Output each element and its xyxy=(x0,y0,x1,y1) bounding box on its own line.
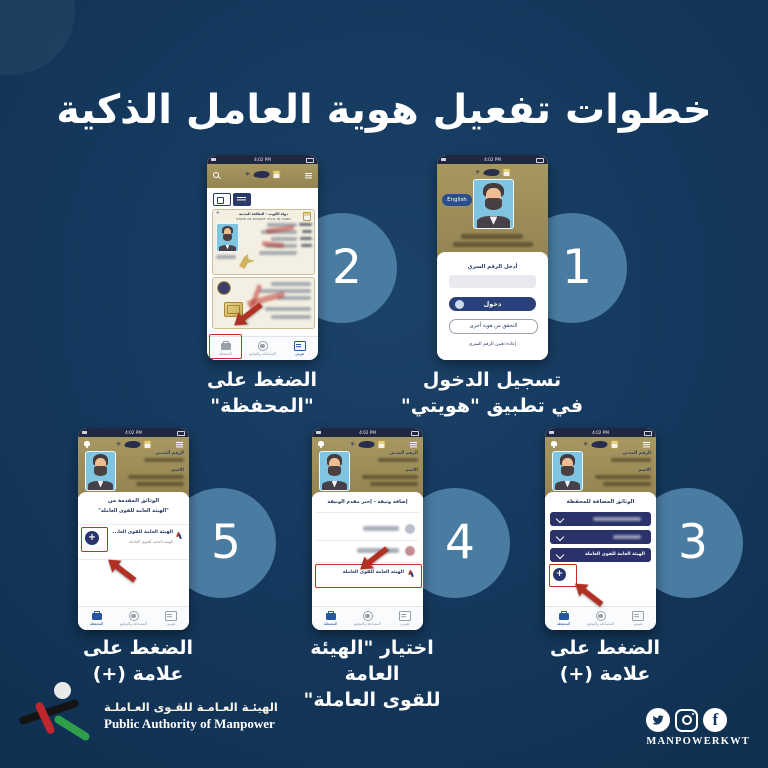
step-caption: الضغط على "المحفظة" xyxy=(206,369,317,417)
clock-text: 4:02 PM xyxy=(484,156,501,162)
wallet-icon xyxy=(559,613,569,620)
step-number: 5 xyxy=(211,515,241,570)
status-bar xyxy=(207,155,318,164)
status-bar xyxy=(78,428,189,437)
chevron-down-icon xyxy=(556,533,564,541)
login-badge-icon xyxy=(455,300,464,309)
phone-wallet-screen xyxy=(545,428,656,630)
manpower-logo xyxy=(16,682,100,756)
card-title-ar: دولة الكويت - البطاقة المدنية xyxy=(239,211,288,216)
stamp-icon xyxy=(217,281,231,295)
status-bar xyxy=(437,155,548,164)
civil-id-card-front[interactable] xyxy=(212,209,315,275)
org-name-arabic: الهيئـة العـامـة للقـوى العـاملـة xyxy=(104,700,278,714)
highlight-box xyxy=(209,334,242,359)
step-number: 4 xyxy=(445,515,475,570)
provider-docs-heading-2: "الهيئة العامة للقوى العاملة" xyxy=(98,508,169,514)
clock-text: 4:02 PM xyxy=(254,156,271,162)
id-card-icon xyxy=(632,611,644,621)
gear-emblem-icon: ✳ xyxy=(244,170,251,178)
login-panel xyxy=(437,252,548,360)
social-links xyxy=(646,708,750,747)
provider-docs-heading-1: الوثائق المقدمة من xyxy=(107,498,160,504)
gear-emblem-icon: ✳ xyxy=(582,440,589,448)
phone-cards-screen xyxy=(207,155,318,360)
bottom-nav xyxy=(312,606,423,630)
menu-icon[interactable] xyxy=(643,442,650,443)
social-handle: MANPOWERKWT xyxy=(646,736,750,747)
pin-label: أدخل الرقم السري xyxy=(467,264,518,270)
tab-wallet[interactable]: المحفظة xyxy=(78,607,115,630)
gear-emblem-icon: ✳ xyxy=(115,440,122,448)
provider-logo xyxy=(405,524,415,534)
clock-text: 4:02 PM xyxy=(592,429,609,435)
gear-emblem-icon: ✳ xyxy=(474,168,481,176)
highlight-box xyxy=(81,527,108,552)
tab-wallet[interactable]: المحفظة xyxy=(312,607,349,630)
tab-wallet[interactable]: المحفظة xyxy=(207,337,244,360)
menu-icon[interactable] xyxy=(305,173,312,174)
wallet-doc-row-manpower[interactable]: الهيئة العامة للقوى العاملة xyxy=(550,548,651,562)
tab-auth-sign[interactable]: المصادقة والتوقيع xyxy=(244,337,281,360)
battery-icon xyxy=(644,431,652,436)
wallet-icon xyxy=(326,613,336,620)
language-button[interactable]: English xyxy=(442,194,472,206)
user-avatar xyxy=(473,179,514,229)
logo-green-ribbon xyxy=(53,714,91,742)
document-title: الهيئة العامة للقوى العا... xyxy=(112,530,173,535)
signal-icon xyxy=(82,431,87,434)
provider-row[interactable] xyxy=(316,518,419,541)
wallet-doc-row[interactable] xyxy=(550,530,651,544)
bell-icon[interactable] xyxy=(551,441,557,446)
card-title-en: STATE OF KUWAIT CIVIL ID CARD xyxy=(236,216,291,221)
org-name-english: Public Authority of Manpower xyxy=(104,716,275,731)
signal-icon xyxy=(316,431,321,434)
kuwait-emblems xyxy=(350,440,385,449)
tab-my-id[interactable]: هويتي xyxy=(386,607,423,630)
step-caption: الضغط على علامة (+) xyxy=(549,637,660,685)
kuwait-calligraphy-logo xyxy=(591,441,607,448)
list-view-toggle[interactable] xyxy=(233,193,251,206)
page-title: خطوات تفعيل هوية العامل الذكية xyxy=(56,86,712,133)
battery-icon xyxy=(411,431,419,436)
auth-icon xyxy=(258,341,268,351)
login-button[interactable]: دخول xyxy=(449,297,536,311)
phone-add-document-screen xyxy=(312,428,423,630)
battery-icon xyxy=(536,158,544,163)
pin-input[interactable] xyxy=(449,275,536,288)
user-avatar xyxy=(319,451,350,491)
tab-my-id[interactable]: هويتي xyxy=(619,607,656,630)
menu-icon[interactable] xyxy=(410,442,417,443)
add-document-button[interactable]: + xyxy=(553,568,566,581)
user-avatar xyxy=(552,451,583,491)
facebook-icon[interactable]: f xyxy=(703,708,727,732)
app-header xyxy=(545,437,656,497)
step-number: 1 xyxy=(562,240,592,295)
redacted-name-en xyxy=(453,242,533,247)
bottom-nav xyxy=(78,606,189,630)
phone-login-screen xyxy=(437,155,548,360)
app-header xyxy=(207,164,318,188)
civil-number-label: الرقم المدني xyxy=(622,451,651,456)
provider-row-manpower[interactable]: الهيئة العامة للقوى العاملة xyxy=(342,570,404,575)
kuwait-emblems xyxy=(583,440,618,449)
step-number: 2 xyxy=(332,240,362,295)
status-bar xyxy=(312,428,423,437)
chevron-down-icon xyxy=(556,515,564,523)
step-caption: اختيار "الهيئة العامة للقوى العاملة" xyxy=(303,637,441,711)
kuwait-calligraphy-logo xyxy=(124,441,140,448)
civil-id-card-back[interactable] xyxy=(212,277,315,329)
wallet-heading: الوثائق المضافة للمحفظة xyxy=(566,499,635,505)
user-avatar xyxy=(85,451,116,491)
kuwait-calligraphy-logo xyxy=(358,441,374,448)
signal-icon xyxy=(441,158,446,161)
tab-auth-sign[interactable]: المصادقة والتوقيع xyxy=(115,607,152,630)
name-label: الاسم xyxy=(171,468,184,473)
card-photo xyxy=(216,223,239,252)
auth-icon xyxy=(596,611,606,621)
add-doc-heading: إضافة وثيقة - إختر مقدم الوثيقة xyxy=(327,499,408,505)
tab-wallet[interactable]: المحفظة xyxy=(545,607,582,630)
provider-logo xyxy=(405,546,415,556)
battery-icon xyxy=(177,431,185,436)
phone-provider-docs-screen xyxy=(78,428,189,630)
status-bar xyxy=(545,428,656,437)
name-label: الاسم xyxy=(405,468,418,473)
decorative-circle xyxy=(0,0,75,75)
divider xyxy=(316,512,419,513)
wallet-doc-row[interactable] xyxy=(550,512,651,526)
document-subtitle: الهيئة العامة للقوى العاملة xyxy=(128,539,173,544)
bottom-nav xyxy=(545,606,656,630)
gold-falcon-watermark xyxy=(239,254,255,269)
kuwait-crest-icon xyxy=(502,168,510,177)
signal-icon xyxy=(211,158,216,161)
clock-text: 4:02 PM xyxy=(359,429,376,435)
gear-emblem-icon: ✳ xyxy=(349,440,356,448)
clock-text: 4:02 PM xyxy=(125,429,142,435)
kuwait-emblems xyxy=(245,170,280,179)
auth-icon xyxy=(363,611,373,621)
civil-number-label: الرقم المدني xyxy=(155,451,184,456)
signal-icon xyxy=(549,431,554,434)
app-header xyxy=(437,164,548,259)
reset-pin-link[interactable]: إعادة تعيين الرقم السري xyxy=(468,342,517,347)
name-label: الاسم xyxy=(638,468,651,473)
kuwait-crest-icon xyxy=(377,440,385,449)
kuwait-emblems xyxy=(116,440,151,449)
chevron-down-icon xyxy=(556,551,564,559)
menu-icon[interactable] xyxy=(176,442,183,443)
verify-other-id-button[interactable]: التحقق من هوية أخرى xyxy=(449,319,538,334)
kuwait-crest-icon xyxy=(143,440,151,449)
battery-icon xyxy=(306,158,314,163)
tab-my-id[interactable]: هويتي xyxy=(152,607,189,630)
card-view-toggle[interactable] xyxy=(213,193,231,206)
auth-icon xyxy=(129,611,139,621)
app-header xyxy=(312,437,423,497)
tab-auth-sign[interactable]: المصادقة والتوقيع xyxy=(582,607,619,630)
instagram-icon[interactable] xyxy=(675,709,698,732)
step-caption: تسجيل الدخول في تطبيق "هويتي" xyxy=(400,369,584,417)
kuwait-crest-icon xyxy=(610,440,618,449)
id-card-icon xyxy=(294,341,306,351)
step-number: 3 xyxy=(678,515,708,570)
civil-number-label: الرقم المدني xyxy=(389,451,418,456)
id-card-icon xyxy=(165,611,177,621)
highlight-box xyxy=(549,564,577,587)
paci-star-icon: ✳ xyxy=(216,211,220,216)
redacted-name-ar xyxy=(461,234,523,239)
bell-icon[interactable] xyxy=(318,441,324,446)
wallet-icon xyxy=(92,613,102,620)
id-card-icon xyxy=(399,611,411,621)
bell-icon[interactable] xyxy=(84,441,90,446)
search-icon[interactable] xyxy=(213,172,219,178)
app-header xyxy=(78,437,189,497)
kuwait-emblems xyxy=(475,168,510,177)
tab-my-id[interactable]: هويتي xyxy=(281,337,318,360)
manpower-mini-logo xyxy=(176,532,182,539)
kuwait-calligraphy-logo xyxy=(483,169,499,176)
tab-auth-sign[interactable]: المصادقة والتوقيع xyxy=(349,607,386,630)
add-document-button[interactable]: + xyxy=(85,531,99,545)
kuwait-crest-icon xyxy=(272,170,280,179)
kuwait-calligraphy-logo xyxy=(253,171,269,178)
twitter-icon[interactable] xyxy=(646,708,670,732)
step-caption: الضغط على علامة (+) xyxy=(82,637,193,685)
